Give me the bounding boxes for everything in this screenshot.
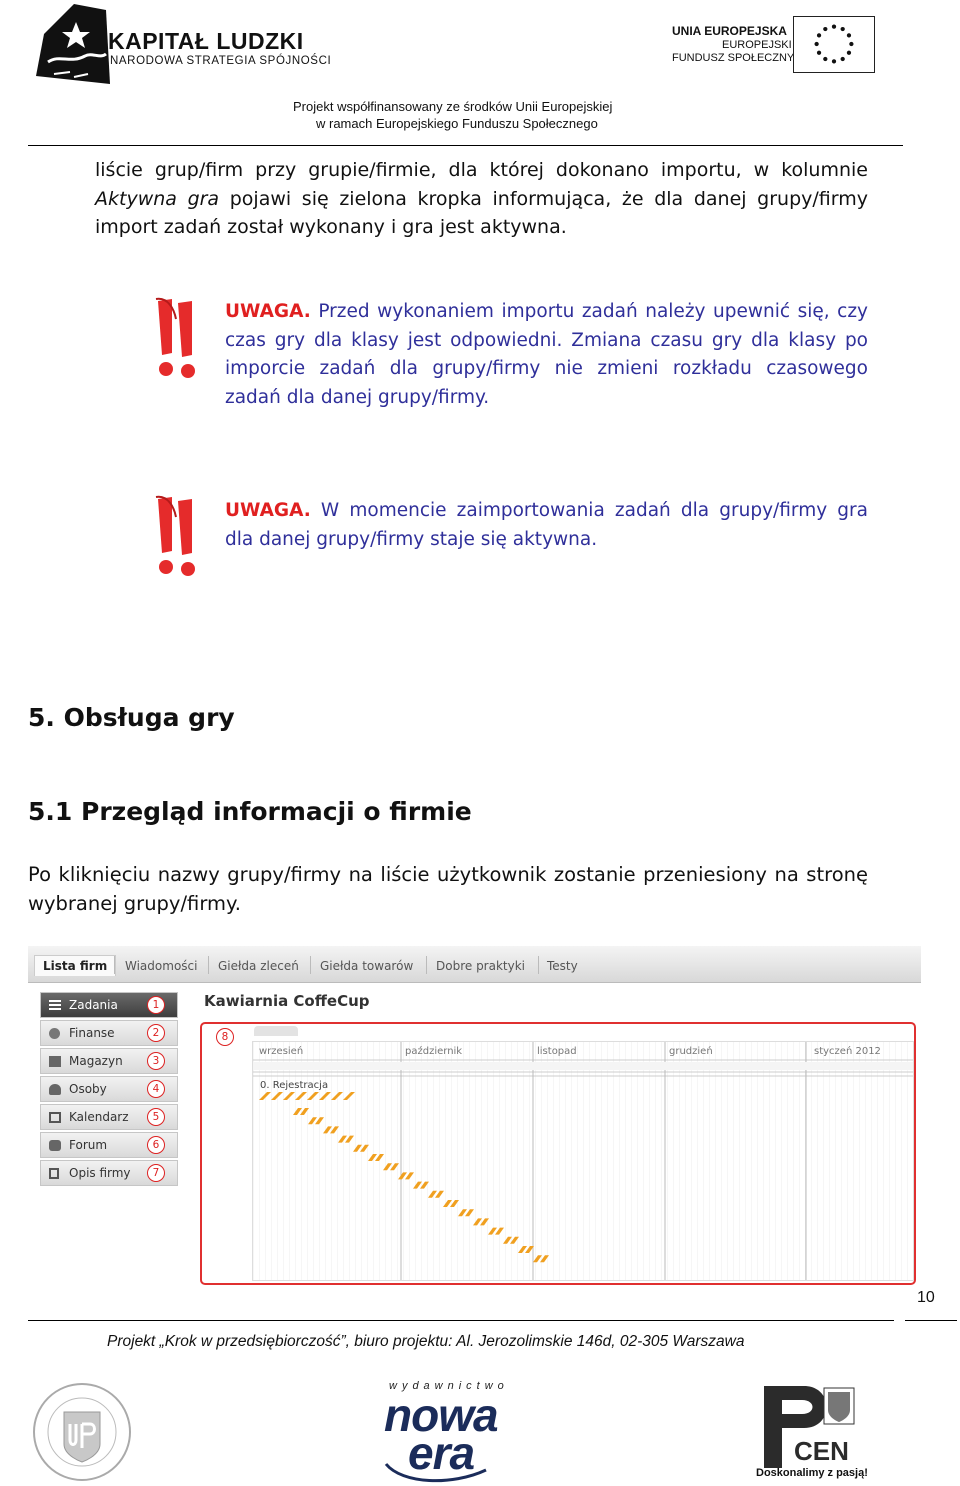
cofinance-line-1: Projekt współfinansowany ze środków Unii Europejskiej [293,99,613,114]
sidebar-item-zadania[interactable]: Zadania 1 [40,992,178,1018]
gantt-task-bar [308,1117,317,1124]
intro-paragraph: liście grup/firm przy grupie/firmie, dla której dokonano importu, w kolumnie Aktywna gra pojawi się zielona kropka informująca, że dla danej grupy/firmy import zadań został wykonany i gra jest aktywna. [95,159,868,238]
gantt-task-bar [315,1117,324,1124]
gantt-task-bar [405,1172,414,1179]
gantt-task-bar [495,1228,504,1235]
ue-label: UNIA EUROPEJSKA [672,24,787,38]
header-divider [28,145,903,146]
gantt-task-bar [390,1163,399,1170]
month-label: wrzesień [259,1046,304,1057]
gantt-chart [252,1041,914,1281]
gantt-task-bar [510,1237,519,1244]
tab-gielda-towarow[interactable]: Giełda towarów [320,959,414,973]
efs-label-2: FUNDUSZ SPOŁECZNY [672,52,795,64]
footer-divider-short [905,1320,957,1321]
warning-exclamation-icon [148,297,218,381]
gantt-task-bar [480,1218,489,1225]
gantt-task-bar [323,1126,332,1133]
gantt-task-bar [368,1154,377,1161]
gantt-task-bar [458,1209,467,1216]
footer-project-address: Projekt „Krok w przedsiębiorczość”, biuro projektu: Al. Jerozolimskie 146d, 02-305 Warszawa [107,1333,745,1350]
gantt-task-bar [533,1255,542,1262]
gantt-task-bar [293,1108,302,1115]
list-icon [49,1000,61,1011]
gantt-tab[interactable] [254,1026,298,1036]
company-sidebar [40,992,178,1192]
pcen-slogan: Doskonalimy z pasją! [756,1467,868,1479]
gantt-task-bar [525,1246,534,1253]
gantt-task-bar [398,1172,407,1179]
svg-text:CEN: CEN [794,1436,849,1466]
eu-flag-icon [793,16,875,73]
gantt-task-bar [271,1092,283,1100]
nowa-era-logo-top: nowa [384,1389,498,1441]
document-icon [49,1168,59,1179]
gantt-task-bar [488,1228,497,1235]
gantt-task-bar [319,1092,331,1100]
efs-label-1: EUROPEJSKI [722,39,792,51]
tab-gielda-zlecen[interactable]: Giełda zleceń [218,959,299,973]
forum-icon [49,1140,61,1151]
gantt-task-bar [295,1092,307,1100]
gantt-task-bar [465,1209,474,1216]
cofinance-line-2: w ramach Europejskiego Funduszu Społecznego [316,116,598,131]
gantt-task-bar [443,1200,452,1207]
gantt-task-bar [331,1092,343,1100]
nowa-era-logo-bottom: era [408,1427,475,1479]
gantt-task-bar [413,1182,422,1189]
month-label: grudzień [669,1046,713,1057]
sidebar-item-forum[interactable]: Forum 6 [40,1132,178,1158]
gantt-task-bar [307,1092,319,1100]
people-icon [49,1084,61,1095]
gantt-task-bar [300,1108,309,1115]
gantt-task-bar [259,1092,271,1100]
gantt-task-bar [330,1126,339,1133]
tab-dobre-praktyki[interactable]: Dobre praktyki [436,959,526,973]
gantt-callout-number: 8 [216,1028,234,1046]
sidebar-item-finanse[interactable]: Finanse 2 [40,1020,178,1046]
gantt-task-bar [283,1092,295,1100]
navigation-paragraph: Po kliknięciu nazwy grupy/firmy na liście użytkownik zostanie przeniesiony na stronę wybranej grupy/firmy. [28,863,868,915]
warning-2: UWAGA. W momencie zaimportowania zadań dla grupy/firmy gra dla danej grupy/firmy staje się aktywna. [225,500,868,550]
kapital-ludzki-subtitle: NARODOWA STRATEGIA SPÓJNOŚCI [110,55,332,67]
gantt-task-bar [345,1136,354,1143]
university-seal-logo [24,1378,140,1484]
gantt-task-bar [420,1182,429,1189]
gantt-task-bar [428,1191,437,1198]
month-label: styczeń 2012 [814,1046,881,1057]
warning-1: UWAGA. Przed wykonaniem importu zadań należy upewnić się, czy czas gry dla klasy jest odpowiedni. Zmiana czasu gry dla klasy po imporcie zadań dla grupy/firmy nie zmieni rozkładu czasowego zadań dla danej grupy/firmy. [225,301,868,408]
nowa-era-swoosh-icon [382,1460,492,1486]
coins-icon [49,1028,60,1039]
sidebar-item-osoby[interactable]: Osoby 4 [40,1076,178,1102]
section-heading-5: 5. Obsługa gry [28,703,235,732]
gantt-task-bar [353,1145,362,1152]
gantt-task-bar [338,1136,347,1143]
page-number: 10 [917,1289,935,1306]
gantt-task-bar [360,1145,369,1152]
gantt-task-bar [383,1163,392,1170]
gantt-task-bar [343,1092,355,1100]
footer-divider [28,1320,894,1321]
gantt-task-bar [450,1200,459,1207]
gantt-task-label: 0. Rejestracja [260,1080,329,1091]
gantt-task-bar [435,1191,444,1198]
company-name: Kawiarnia CoffeCup [204,992,370,1010]
gantt-task-bar [540,1255,549,1262]
tab-testy[interactable]: Testy [547,959,578,973]
sidebar-item-magazyn[interactable]: Magazyn 3 [40,1048,178,1074]
gantt-task-bar [375,1154,384,1161]
tab-lista-firm[interactable]: Lista firm [34,955,116,976]
sidebar-item-opis-firmy[interactable]: Opis firmy 7 [40,1160,178,1186]
month-label: listopad [537,1046,577,1057]
section-heading-5-1: 5.1 Przegląd informacji o firmie [28,797,472,826]
warehouse-icon [49,1056,61,1067]
pcen-logo [754,1380,866,1480]
warning-exclamation-icon [148,495,218,579]
sidebar-item-kalendarz[interactable]: Kalendarz 5 [40,1104,178,1130]
calendar-icon [49,1112,61,1123]
tab-wiadomosci[interactable]: Wiadomości [125,959,198,973]
gantt-task-bar [503,1237,512,1244]
kapital-ludzki-title: KAPITAŁ LUDZKI [108,28,304,54]
month-label: październik [405,1046,463,1057]
gantt-task-bars [253,1042,913,1280]
nowa-era-publisher-label: wydawnictwo [389,1380,509,1392]
gantt-task-bar [473,1218,482,1225]
top-nav-bar [28,946,921,983]
app-screenshot [28,946,921,1290]
gantt-task-bar [518,1246,527,1253]
